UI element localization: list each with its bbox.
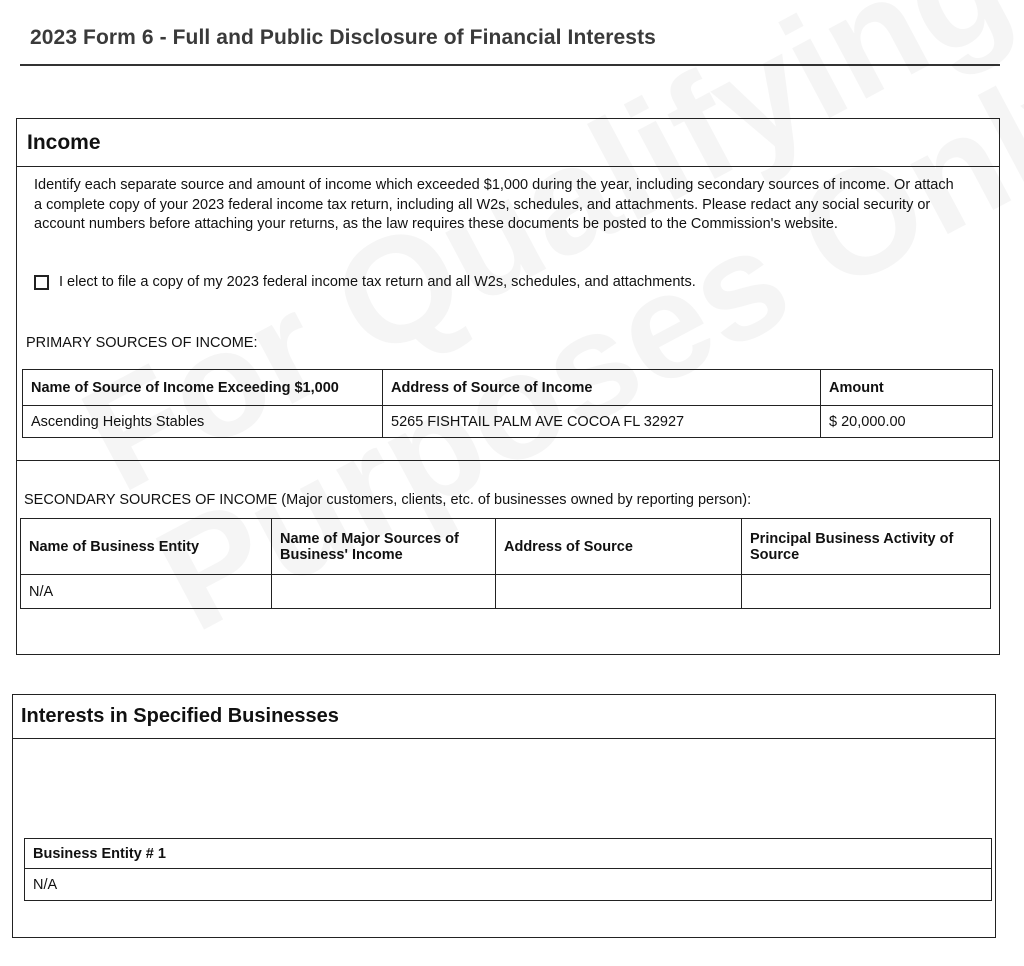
page-title: 2023 Form 6 - Full and Public Disclosure of Financial Interests (30, 26, 656, 49)
primary-source-amount: $ 20,000.00 (821, 406, 993, 438)
specified-businesses-section (12, 694, 996, 938)
column-header: Amount (821, 370, 993, 406)
table-row (23, 406, 993, 438)
primary-income-table (22, 369, 993, 438)
secondary-sources-label: SECONDARY SOURCES OF INCOME (Major customers, clients, etc. of businesses owned by reporting person): (24, 492, 752, 508)
table-header-row (23, 370, 993, 406)
column-header: Address of Source (496, 519, 742, 575)
elect-checkbox-label: I elect to file a copy of my 2023 federal income tax return and all W2s, schedules, and attachments. (59, 274, 696, 290)
income-divider (16, 460, 1000, 461)
secondary-entity-name: N/A (21, 575, 272, 609)
title-rule (20, 64, 1000, 66)
income-heading: Income (17, 119, 999, 167)
table-row (25, 869, 992, 901)
business-entity-label: Business Entity # 1 (25, 839, 992, 869)
income-instructions: Identify each separate source and amount of income which exceeded $1,000 during the year, including secondary sources of income. Or attach a complete copy of your 2023 federal income tax return, including all W2s, schedules, and attachments. Please redact any social security or account numbers before attaching your returns, as the law requires these documents be posted to the Commission's website. (34, 177, 954, 232)
column-header: Name of Business Entity (21, 519, 272, 575)
secondary-business-activity (742, 575, 991, 609)
secondary-major-source (272, 575, 496, 609)
column-header: Name of Source of Income Exceeding $1,000 (23, 370, 383, 406)
column-header: Name of Major Sources of Business' Income (272, 519, 496, 575)
business-entity-table (24, 838, 992, 901)
primary-sources-label: PRIMARY SOURCES OF INCOME: (26, 335, 258, 351)
column-header: Principal Business Activity of Source (742, 519, 991, 575)
primary-source-name: Ascending Heights Stables (23, 406, 383, 438)
specified-businesses-heading: Interests in Specified Businesses (13, 695, 995, 739)
table-header-row (21, 519, 991, 575)
table-header-row (25, 839, 992, 869)
elect-checkbox[interactable] (34, 275, 49, 290)
elect-row (34, 274, 696, 290)
primary-source-address: 5265 FISHTAIL PALM AVE COCOA FL 32927 (383, 406, 821, 438)
column-header: Address of Source of Income (383, 370, 821, 406)
table-row (21, 575, 991, 609)
business-entity-value: N/A (25, 869, 992, 901)
secondary-income-table (20, 518, 991, 609)
secondary-source-address (496, 575, 742, 609)
